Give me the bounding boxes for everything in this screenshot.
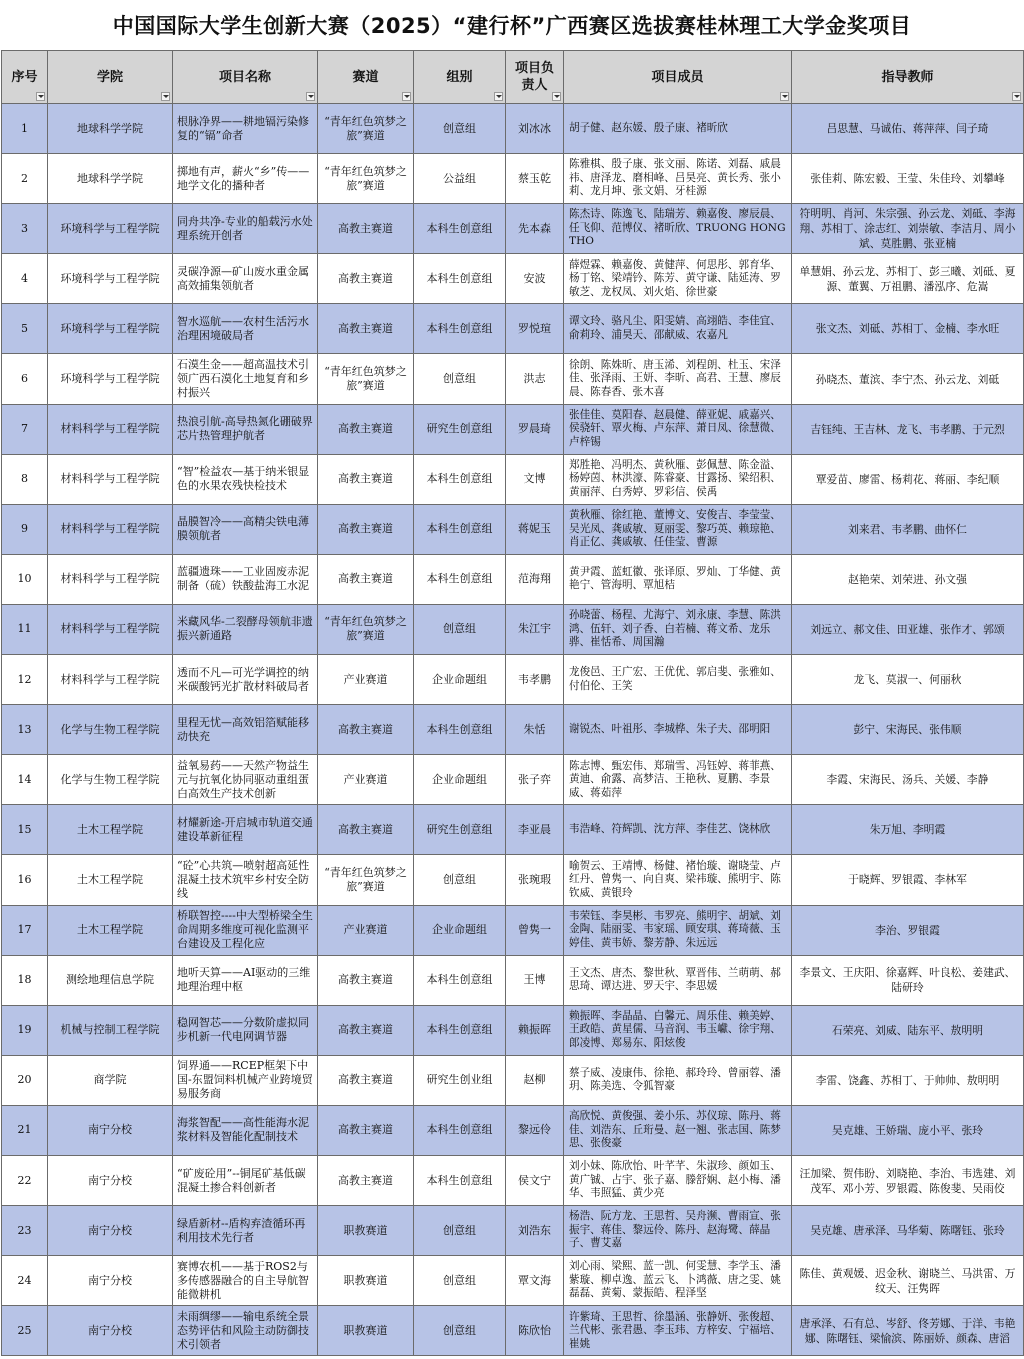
- members-cell: 韦浩峰、符辉凯、沈方萍、李佳艺、饶林欣: [564, 805, 792, 855]
- advisors-cell: 汪加梁、贺伟盼、刘晓艳、李治、韦选建、刘茂军、邓小芳、罗银霞、陈俊斐、吴雨佼: [792, 1155, 1024, 1205]
- group-cell: 研究生创意组: [414, 404, 506, 454]
- members-cell: 孙晓蕾、杨程、尤海宁、刘永康、李慧、陈洪鸿、伍轩、刘子香、白若楠、蒋文希、龙乐骅、崔恬希、周国瀚: [564, 604, 792, 654]
- table-row: [2, 1005, 1024, 1055]
- table-row: [2, 104, 1024, 154]
- row-number: 19: [2, 1005, 48, 1055]
- row-number: 8: [2, 454, 48, 504]
- group-cell: 本科生创意组: [414, 454, 506, 504]
- row-number: 2: [2, 154, 48, 204]
- track-cell: 高教主赛道: [318, 304, 414, 354]
- table-row: [2, 454, 1024, 504]
- track-cell: 高教主赛道: [318, 404, 414, 454]
- table-row: [2, 655, 1024, 705]
- project-name-cell: 掷地有声，薪火“乡”传——地学文化的播种者: [173, 154, 318, 204]
- row-number: 24: [2, 1256, 48, 1306]
- members-cell: 杨浩、阮方龙、王思哲、吴舟濒、曹雨宣、张振宇、蒋佳、黎远伶、陈丹、赵海鹭、薛晶子、曹艾嘉: [564, 1206, 792, 1256]
- group-cell: 创意组: [414, 604, 506, 654]
- leader-cell: 黎远伶: [506, 1105, 564, 1155]
- members-cell: 谢锐杰、叶祖彤、李城桦、朱子夫、邵明阳: [564, 705, 792, 755]
- track-cell: “青年红色筑梦之旅”赛道: [318, 154, 414, 204]
- project-name-cell: 热浪引航-高导热氮化硼破界芯片热管理护航者: [173, 404, 318, 454]
- advisors-cell: 刘来君、韦孝鹏、曲怀仁: [792, 504, 1024, 554]
- table-row: [2, 1206, 1024, 1256]
- college-cell: 环境科学与工程学院: [48, 204, 173, 254]
- project-name-cell: 根脉净界——耕地镉污染修复的“镉”命者: [173, 104, 318, 154]
- row-number: 10: [2, 554, 48, 604]
- track-cell: 高教主赛道: [318, 805, 414, 855]
- members-cell: 刘心雨、梁熙、蓝一凯、何雯慧、李学玉、潘紫璇、柳卓逸、蓝云飞、卜鸿薇、唐之雯、姚磊磊、黄菊、蒙振皓、程泽坚: [564, 1256, 792, 1306]
- header-group: 组别: [414, 51, 506, 104]
- row-number: 4: [2, 254, 48, 304]
- college-cell: 土木工程学院: [48, 905, 173, 955]
- track-cell: 高教主赛道: [318, 454, 414, 504]
- leader-cell: 先本森: [506, 204, 564, 254]
- leader-cell: 朱恬: [506, 705, 564, 755]
- project-name-cell: 米藏风华-二裂酵母领航非遗振兴新通路: [173, 604, 318, 654]
- advisors-cell: 朱万旭、李明霞: [792, 805, 1024, 855]
- table-row: [2, 905, 1024, 955]
- filter-dropdown-icon[interactable]: [161, 92, 170, 101]
- advisors-cell: 张佳莉、陈宏毅、王莹、朱佳玲、刘攀峰: [792, 154, 1024, 204]
- table-body: [2, 104, 1024, 1356]
- row-number: 7: [2, 404, 48, 454]
- group-cell: 企业命题组: [414, 905, 506, 955]
- filter-dropdown-icon[interactable]: [306, 92, 315, 101]
- college-cell: 环境科学与工程学院: [48, 254, 173, 304]
- header-advisors: 指导教师: [792, 51, 1024, 104]
- track-cell: 高教主赛道: [318, 204, 414, 254]
- project-name-cell: “砼”心共筑—喷射超高延性混凝土技术筑牢乡村安全防线: [173, 855, 318, 905]
- track-cell: 高教主赛道: [318, 554, 414, 604]
- members-cell: 陈志博、甄宏伟、郑瑞雪、冯钰婷、蒋菲燕、黄迪、俞露、高梦洁、王艳秋、夏鹏、李景威、蒋茹萍: [564, 755, 792, 805]
- filter-dropdown-icon[interactable]: [780, 92, 789, 101]
- row-number: 25: [2, 1306, 48, 1356]
- group-cell: 本科生创意组: [414, 705, 506, 755]
- college-cell: 机械与控制工程学院: [48, 1005, 173, 1055]
- track-cell: 高教主赛道: [318, 1005, 414, 1055]
- track-cell: 高教主赛道: [318, 1105, 414, 1155]
- project-name-cell: 智水巡航——农村生活污水治理困境破局者: [173, 304, 318, 354]
- college-cell: 材料科学与工程学院: [48, 504, 173, 554]
- members-cell: 蔡子威、凌康伟、徐艳、郝玲玲、曾丽蓉、潘玥、陈美选、令狐智豪: [564, 1055, 792, 1105]
- leader-cell: 陈欣怡: [506, 1306, 564, 1356]
- advisors-cell: 彭宁、宋海民、张伟顺: [792, 705, 1024, 755]
- row-number: 14: [2, 755, 48, 805]
- table-row: [2, 1105, 1024, 1155]
- row-number: 1: [2, 104, 48, 154]
- leader-cell: 王博: [506, 955, 564, 1005]
- group-cell: 企业命题组: [414, 755, 506, 805]
- college-cell: 土木工程学院: [48, 855, 173, 905]
- college-cell: 化学与生物工程学院: [48, 705, 173, 755]
- members-cell: 王文杰、唐杰、黎世秋、覃晋伟、兰萌萌、郝思琦、谭达进、罗天宇、李思媛: [564, 955, 792, 1005]
- college-cell: 环境科学与工程学院: [48, 304, 173, 354]
- advisors-cell: 吴克雄、唐承泽、马华菊、陈曙钰、张玲: [792, 1206, 1024, 1256]
- group-cell: 本科生创意组: [414, 504, 506, 554]
- college-cell: 地球科学学院: [48, 104, 173, 154]
- table-row: [2, 154, 1024, 204]
- members-cell: 赖振晖、李晶晶、白馨元、周乐佳、赖美婷、王政皓、黄星儒、马音润、韦玉巘、徐宇翔、郎凌博、郑易东、阳炫俊: [564, 1005, 792, 1055]
- row-number: 11: [2, 604, 48, 654]
- row-number: 22: [2, 1155, 48, 1205]
- group-cell: 研究生创业组: [414, 1055, 506, 1105]
- filter-dropdown-icon[interactable]: [1012, 92, 1021, 101]
- college-cell: 材料科学与工程学院: [48, 554, 173, 604]
- row-number: 9: [2, 504, 48, 554]
- project-name-cell: 透而不凡—可光学调控的纳米碳酸钙光扩散材料破局者: [173, 655, 318, 705]
- project-name-cell: 桥联智控----中大型桥梁全生命周期多维度可视化监测平台建设及工程化应: [173, 905, 318, 955]
- table-row: [2, 1155, 1024, 1205]
- group-cell: 本科生创意组: [414, 955, 506, 1005]
- track-cell: “青年红色筑梦之旅”赛道: [318, 604, 414, 654]
- group-cell: 研究生创意组: [414, 805, 506, 855]
- track-cell: 高教主赛道: [318, 254, 414, 304]
- college-cell: 材料科学与工程学院: [48, 604, 173, 654]
- advisors-cell: 龙飞、莫淑一、何丽秋: [792, 655, 1024, 705]
- advisors-cell: 孙晓杰、董滨、李宁杰、孙云龙、刘砥: [792, 354, 1024, 404]
- header-leader: 项目负责人: [506, 51, 564, 104]
- filter-dropdown-icon[interactable]: [402, 92, 411, 101]
- filter-dropdown-icon[interactable]: [552, 92, 561, 101]
- college-cell: 地球科学学院: [48, 154, 173, 204]
- college-cell: 土木工程学院: [48, 805, 173, 855]
- leader-cell: 覃文海: [506, 1256, 564, 1306]
- leader-cell: 罗晨琦: [506, 404, 564, 454]
- table-row: [2, 805, 1024, 855]
- college-cell: 南宁分校: [48, 1155, 173, 1205]
- project-name-cell: 益氧易药——天然产物益生元与抗氧化协同驱动重组蛋白高效生产技术创新: [173, 755, 318, 805]
- project-name-cell: 同舟共净-专业的船载污水处理系统开创者: [173, 204, 318, 254]
- row-number: 21: [2, 1105, 48, 1155]
- header-members: 项目成员: [564, 51, 792, 104]
- group-cell: 本科生创意组: [414, 1155, 506, 1205]
- table-row: [2, 554, 1024, 604]
- group-cell: 公益组: [414, 154, 506, 204]
- leader-cell: 刘浩东: [506, 1206, 564, 1256]
- group-cell: 本科生创意组: [414, 304, 506, 354]
- advisors-cell: 石荣亮、刘威、陆东平、敖明明: [792, 1005, 1024, 1055]
- row-number: 3: [2, 204, 48, 254]
- advisors-cell: 吉钰纯、王吉林、龙飞、韦孝鹏、于元烈: [792, 404, 1024, 454]
- track-cell: 职教赛道: [318, 1306, 414, 1356]
- table-row: [2, 955, 1024, 1005]
- leader-cell: 刘冰冰: [506, 104, 564, 154]
- table-row: [2, 304, 1024, 354]
- header-track: 赛道: [318, 51, 414, 104]
- track-cell: “青年红色筑梦之旅”赛道: [318, 354, 414, 404]
- track-cell: 高教主赛道: [318, 1155, 414, 1205]
- group-cell: 创意组: [414, 354, 506, 404]
- row-number: 16: [2, 855, 48, 905]
- college-cell: 环境科学与工程学院: [48, 354, 173, 404]
- project-name-cell: 海浆智配——高性能海水泥浆材料及智能化配制技术: [173, 1105, 318, 1155]
- members-cell: 韦荣钰、李昊彬、韦罗亮、熊明宇、胡斌、刘金陶、陆丽雯、韦家瑶、顾安琪、蒋琦薇、玉婷佳、黄韦娇、黎芳静、朱远远: [564, 905, 792, 955]
- group-cell: 本科生创意组: [414, 1005, 506, 1055]
- table-row: [2, 1256, 1024, 1306]
- leader-cell: 曾隽一: [506, 905, 564, 955]
- table-row: [2, 254, 1024, 304]
- table-row: [2, 354, 1024, 404]
- college-cell: 商学院: [48, 1055, 173, 1105]
- members-cell: 陈杰诗、陈逸飞、陆瑞芳、赖嘉俊、廖辰晨、任飞仰、范博仪、褚昕欣、TRUONG HONG THO: [564, 204, 792, 254]
- table-row: [2, 705, 1024, 755]
- college-cell: 南宁分校: [48, 1256, 173, 1306]
- group-cell: 创意组: [414, 104, 506, 154]
- members-cell: 徐朗、陈姝昕、唐玉浠、刘程朗、杜玉、宋泽佳、张泽雨、王妍、李昕、高君、王慧、廖辰晨、陈春香、张木喜: [564, 354, 792, 404]
- track-cell: 高教主赛道: [318, 1055, 414, 1105]
- college-cell: 化学与生物工程学院: [48, 755, 173, 805]
- group-cell: 创意组: [414, 1256, 506, 1306]
- project-name-cell: 晶膜智冷——高精尖铁电薄膜领航者: [173, 504, 318, 554]
- leader-cell: 侯文宁: [506, 1155, 564, 1205]
- advisors-cell: 唐承泽、石有总、岑舒、佟芳娜、于洋、韦艳娜、陈曙钰、梁愉滨、陈丽娇、颜森、唐滔: [792, 1306, 1024, 1356]
- leader-cell: 赖振晖: [506, 1005, 564, 1055]
- advisors-cell: 覃爱苗、廖雷、杨莉花、蒋丽、李纪顺: [792, 454, 1024, 504]
- advisors-cell: 单慧娟、孙云龙、苏相丁、彭三曦、刘砥、夏源、董翼、万祖鹏、潘泓序、危嵩: [792, 254, 1024, 304]
- table-row: [2, 1306, 1024, 1356]
- members-cell: 高欣悦、黄俊强、姜小乐、苏仪琼、陈丹、蒋佳、刘浩东、丘珩曼、赵一翘、张志国、陈梦思、张俊豪: [564, 1105, 792, 1155]
- leader-cell: 张子弈: [506, 755, 564, 805]
- college-cell: 南宁分校: [48, 1105, 173, 1155]
- group-cell: 创意组: [414, 1206, 506, 1256]
- track-cell: 产业赛道: [318, 755, 414, 805]
- table-row: [2, 204, 1024, 254]
- members-cell: 刘小妹、陈欣怡、叶芊芊、朱淑珍、颜如玉、黄广铖、占宇、张子嘉、滕舒娴、赵小梅、潘华、韦照猛、黄少亮: [564, 1155, 792, 1205]
- advisors-cell: 张文杰、刘砥、苏相丁、金楠、李水旺: [792, 304, 1024, 354]
- leader-cell: 罗悦瑄: [506, 304, 564, 354]
- row-number: 17: [2, 905, 48, 955]
- leader-cell: 赵柳: [506, 1055, 564, 1105]
- project-name-cell: 赛博农机——基于ROS2与多传感器融合的自主导航智能微耕机: [173, 1256, 318, 1306]
- row-number: 6: [2, 354, 48, 404]
- advisors-cell: 李景文、王庆阳、徐嘉辉、叶良松、姜建武、陆研玲: [792, 955, 1024, 1005]
- members-cell: 胡子健、赵东媛、殷子康、褚昕欣: [564, 104, 792, 154]
- table-row: [2, 504, 1024, 554]
- advisors-cell: 刘远立、郝文佳、田亚雄、张作才、郭颂: [792, 604, 1024, 654]
- group-cell: 创意组: [414, 1306, 506, 1356]
- members-cell: 薛煜霖、赖嘉俊、黄健萍、何思彤、郭育华、杨丁铭、梁靖钤、陈芳、黄守谦、陆延涛、罗敏芝、龙权凤、刘火焰、徐世豪: [564, 254, 792, 304]
- row-number: 13: [2, 705, 48, 755]
- college-cell: 材料科学与工程学院: [48, 404, 173, 454]
- header-project: 项目名称: [173, 51, 318, 104]
- leader-cell: 文博: [506, 454, 564, 504]
- project-name-cell: 灵碳净源—矿山废水重金属高效捕集领航者: [173, 254, 318, 304]
- advisors-cell: 李霞、宋海民、汤兵、关媛、李静: [792, 755, 1024, 805]
- leader-cell: 洪志: [506, 354, 564, 404]
- track-cell: 高教主赛道: [318, 955, 414, 1005]
- group-cell: 本科生创意组: [414, 1105, 506, 1155]
- advisors-cell: 符明明、肖河、朱宗强、孙云龙、刘砥、李海翔、苏相丁、涂志红、刘崇敏、李洁月、周小斌、莫胜鹏、张亚楠: [792, 204, 1024, 254]
- advisors-cell: 赵艳荣、刘荣进、孙文强: [792, 554, 1024, 604]
- header-row: [2, 51, 1024, 104]
- table-row: [2, 855, 1024, 905]
- row-number: 15: [2, 805, 48, 855]
- group-cell: 本科生创意组: [414, 204, 506, 254]
- table-row: [2, 1055, 1024, 1105]
- advisors-cell: 于晓辉、罗银霞、李林军: [792, 855, 1024, 905]
- members-cell: 谭文玲、骆凡尘、阳雯婧、高翊皓、李佳宜、俞莉玲、浦昊天、邵献威、农嘉凡: [564, 304, 792, 354]
- advisors-cell: 吕思慧、马诚佑、蒋萍萍、闫子琦: [792, 104, 1024, 154]
- page-title: 中国国际大学生创新大赛（2025）“建行杯”广西赛区选拔赛桂林理工大学金奖项目: [112, 14, 912, 38]
- leader-cell: 李亚晨: [506, 805, 564, 855]
- college-cell: 材料科学与工程学院: [48, 655, 173, 705]
- college-cell: 南宁分校: [48, 1206, 173, 1256]
- track-cell: “青年红色筑梦之旅”赛道: [318, 104, 414, 154]
- members-cell: 张佳佳、莫阳春、赵晨健、薛亚妮、戚嘉兴、侯骁轩、覃火梅、卢东萍、萧日凤、徐慧微、卢梓锡: [564, 404, 792, 454]
- project-name-cell: 蓝疆遗珠——工业固废赤泥制备（硫）铁酸盐海工水泥: [173, 554, 318, 604]
- members-cell: 许紫琦、王思哲、徐墨涵、张静妍、张俊超、兰代彬、张君愚、李玉玮、方梓安、宁福培、崔姚: [564, 1306, 792, 1356]
- leader-cell: 蔡玉乾: [506, 154, 564, 204]
- project-name-cell: “矿废砼用”--铜尾矿基低碳混凝土掺合料创新者: [173, 1155, 318, 1205]
- row-number: 20: [2, 1055, 48, 1105]
- project-name-cell: 未雨绸缪——输电系统全景态势评估和风险主动防御技术引领者: [173, 1306, 318, 1356]
- track-cell: 职教赛道: [318, 1206, 414, 1256]
- project-name-cell: 饲界通——RCEP框架下中国-东盟饲料机械产业跨境贸易服务商: [173, 1055, 318, 1105]
- track-cell: 产业赛道: [318, 905, 414, 955]
- advisors-cell: 陈佳、黄观媛、迟金秋、谢晓兰、马洪雷、万纹天、汪隽晖: [792, 1256, 1024, 1306]
- filter-dropdown-icon[interactable]: [494, 92, 503, 101]
- row-number: 18: [2, 955, 48, 1005]
- header-no: 序号: [2, 51, 48, 104]
- table-row: [2, 604, 1024, 654]
- members-cell: 黄秋雁、徐红艳、董博文、安俊吉、李莹莹、吴光凤、龚戚敏、夏丽雯、黎巧英、赖琼艳、肖正亿、龚戚敏、任佳莹、曹源: [564, 504, 792, 554]
- track-cell: 高教主赛道: [318, 705, 414, 755]
- project-name-cell: 石漠生金——超高温技术引领广西石漠化土地复育和乡村振兴: [173, 354, 318, 404]
- row-number: 5: [2, 304, 48, 354]
- leader-cell: 朱江宇: [506, 604, 564, 654]
- members-cell: 郑胜艳、冯明杰、黄秋雁、彭佩慧、陈金溢、杨婷茵、林洪濠、陈睿豪、甘露扬、梁绍积、黄丽萍、白秀婷、罗彩信、侯禹: [564, 454, 792, 504]
- row-number: 23: [2, 1206, 48, 1256]
- table-row: [2, 404, 1024, 454]
- leader-cell: 蒋妮玉: [506, 504, 564, 554]
- advisors-cell: 吴克雄、王娇瑞、庞小平、张玲: [792, 1105, 1024, 1155]
- project-name-cell: 地听天算——AI驱动的三维地理治理中枢: [173, 955, 318, 1005]
- leader-cell: 范海翔: [506, 554, 564, 604]
- college-cell: 南宁分校: [48, 1306, 173, 1356]
- track-cell: 职教赛道: [318, 1256, 414, 1306]
- table-row: [2, 755, 1024, 805]
- members-cell: 黄尹霞、蓝虹徽、张译原、罗灿、丁华健、黄艳宁、管海明、覃旭桔: [564, 554, 792, 604]
- members-cell: 龙俊邑、王广宏、王优优、郭启斐、张雅如、付伯伦、王笑: [564, 655, 792, 705]
- track-cell: 高教主赛道: [318, 504, 414, 554]
- award-table: [1, 50, 1024, 1356]
- row-number: 12: [2, 655, 48, 705]
- members-cell: 喻贺云、王靖博、杨健、褚怡璇、谢晓莹、卢红丹、曾隽一、向自爽、梁祎璇、熊明宇、陈钦威、黄银玲: [564, 855, 792, 905]
- project-name-cell: 绿盾新材--盾构弃渣循环再利用技术先行者: [173, 1206, 318, 1256]
- college-cell: 测绘地理信息学院: [48, 955, 173, 1005]
- project-name-cell: 稳网智芯——分数阶虚拟同步机新一代电网调节器: [173, 1005, 318, 1055]
- college-cell: 材料科学与工程学院: [48, 454, 173, 504]
- members-cell: 陈雅棋、殷子康、张文丽、陈诺、刘磊、戚晨祎、唐泽龙、磨相峰、吕昊亮、黄长秀、张小莉、龙月坤、张文娟、牙桂源: [564, 154, 792, 204]
- project-name-cell: 材耀新途-开启城市轨道交通建设革新征程: [173, 805, 318, 855]
- project-name-cell: “智”检益农—基于纳米银显色的水果农残快检技术: [173, 454, 318, 504]
- group-cell: 本科生创意组: [414, 254, 506, 304]
- track-cell: 产业赛道: [318, 655, 414, 705]
- group-cell: 本科生创意组: [414, 554, 506, 604]
- project-name-cell: 里程无忧—高效铝箔赋能移动快充: [173, 705, 318, 755]
- group-cell: 企业命题组: [414, 655, 506, 705]
- leader-cell: 张琬瑕: [506, 855, 564, 905]
- group-cell: 创意组: [414, 855, 506, 905]
- advisors-cell: 李治、罗银霞: [792, 905, 1024, 955]
- leader-cell: 安波: [506, 254, 564, 304]
- track-cell: “青年红色筑梦之旅”赛道: [318, 855, 414, 905]
- advisors-cell: 李雷、饶鑫、苏相丁、于帅帅、敖明明: [792, 1055, 1024, 1105]
- filter-dropdown-icon[interactable]: [36, 92, 45, 101]
- header-college: 学院: [48, 51, 173, 104]
- leader-cell: 韦孝鹏: [506, 655, 564, 705]
